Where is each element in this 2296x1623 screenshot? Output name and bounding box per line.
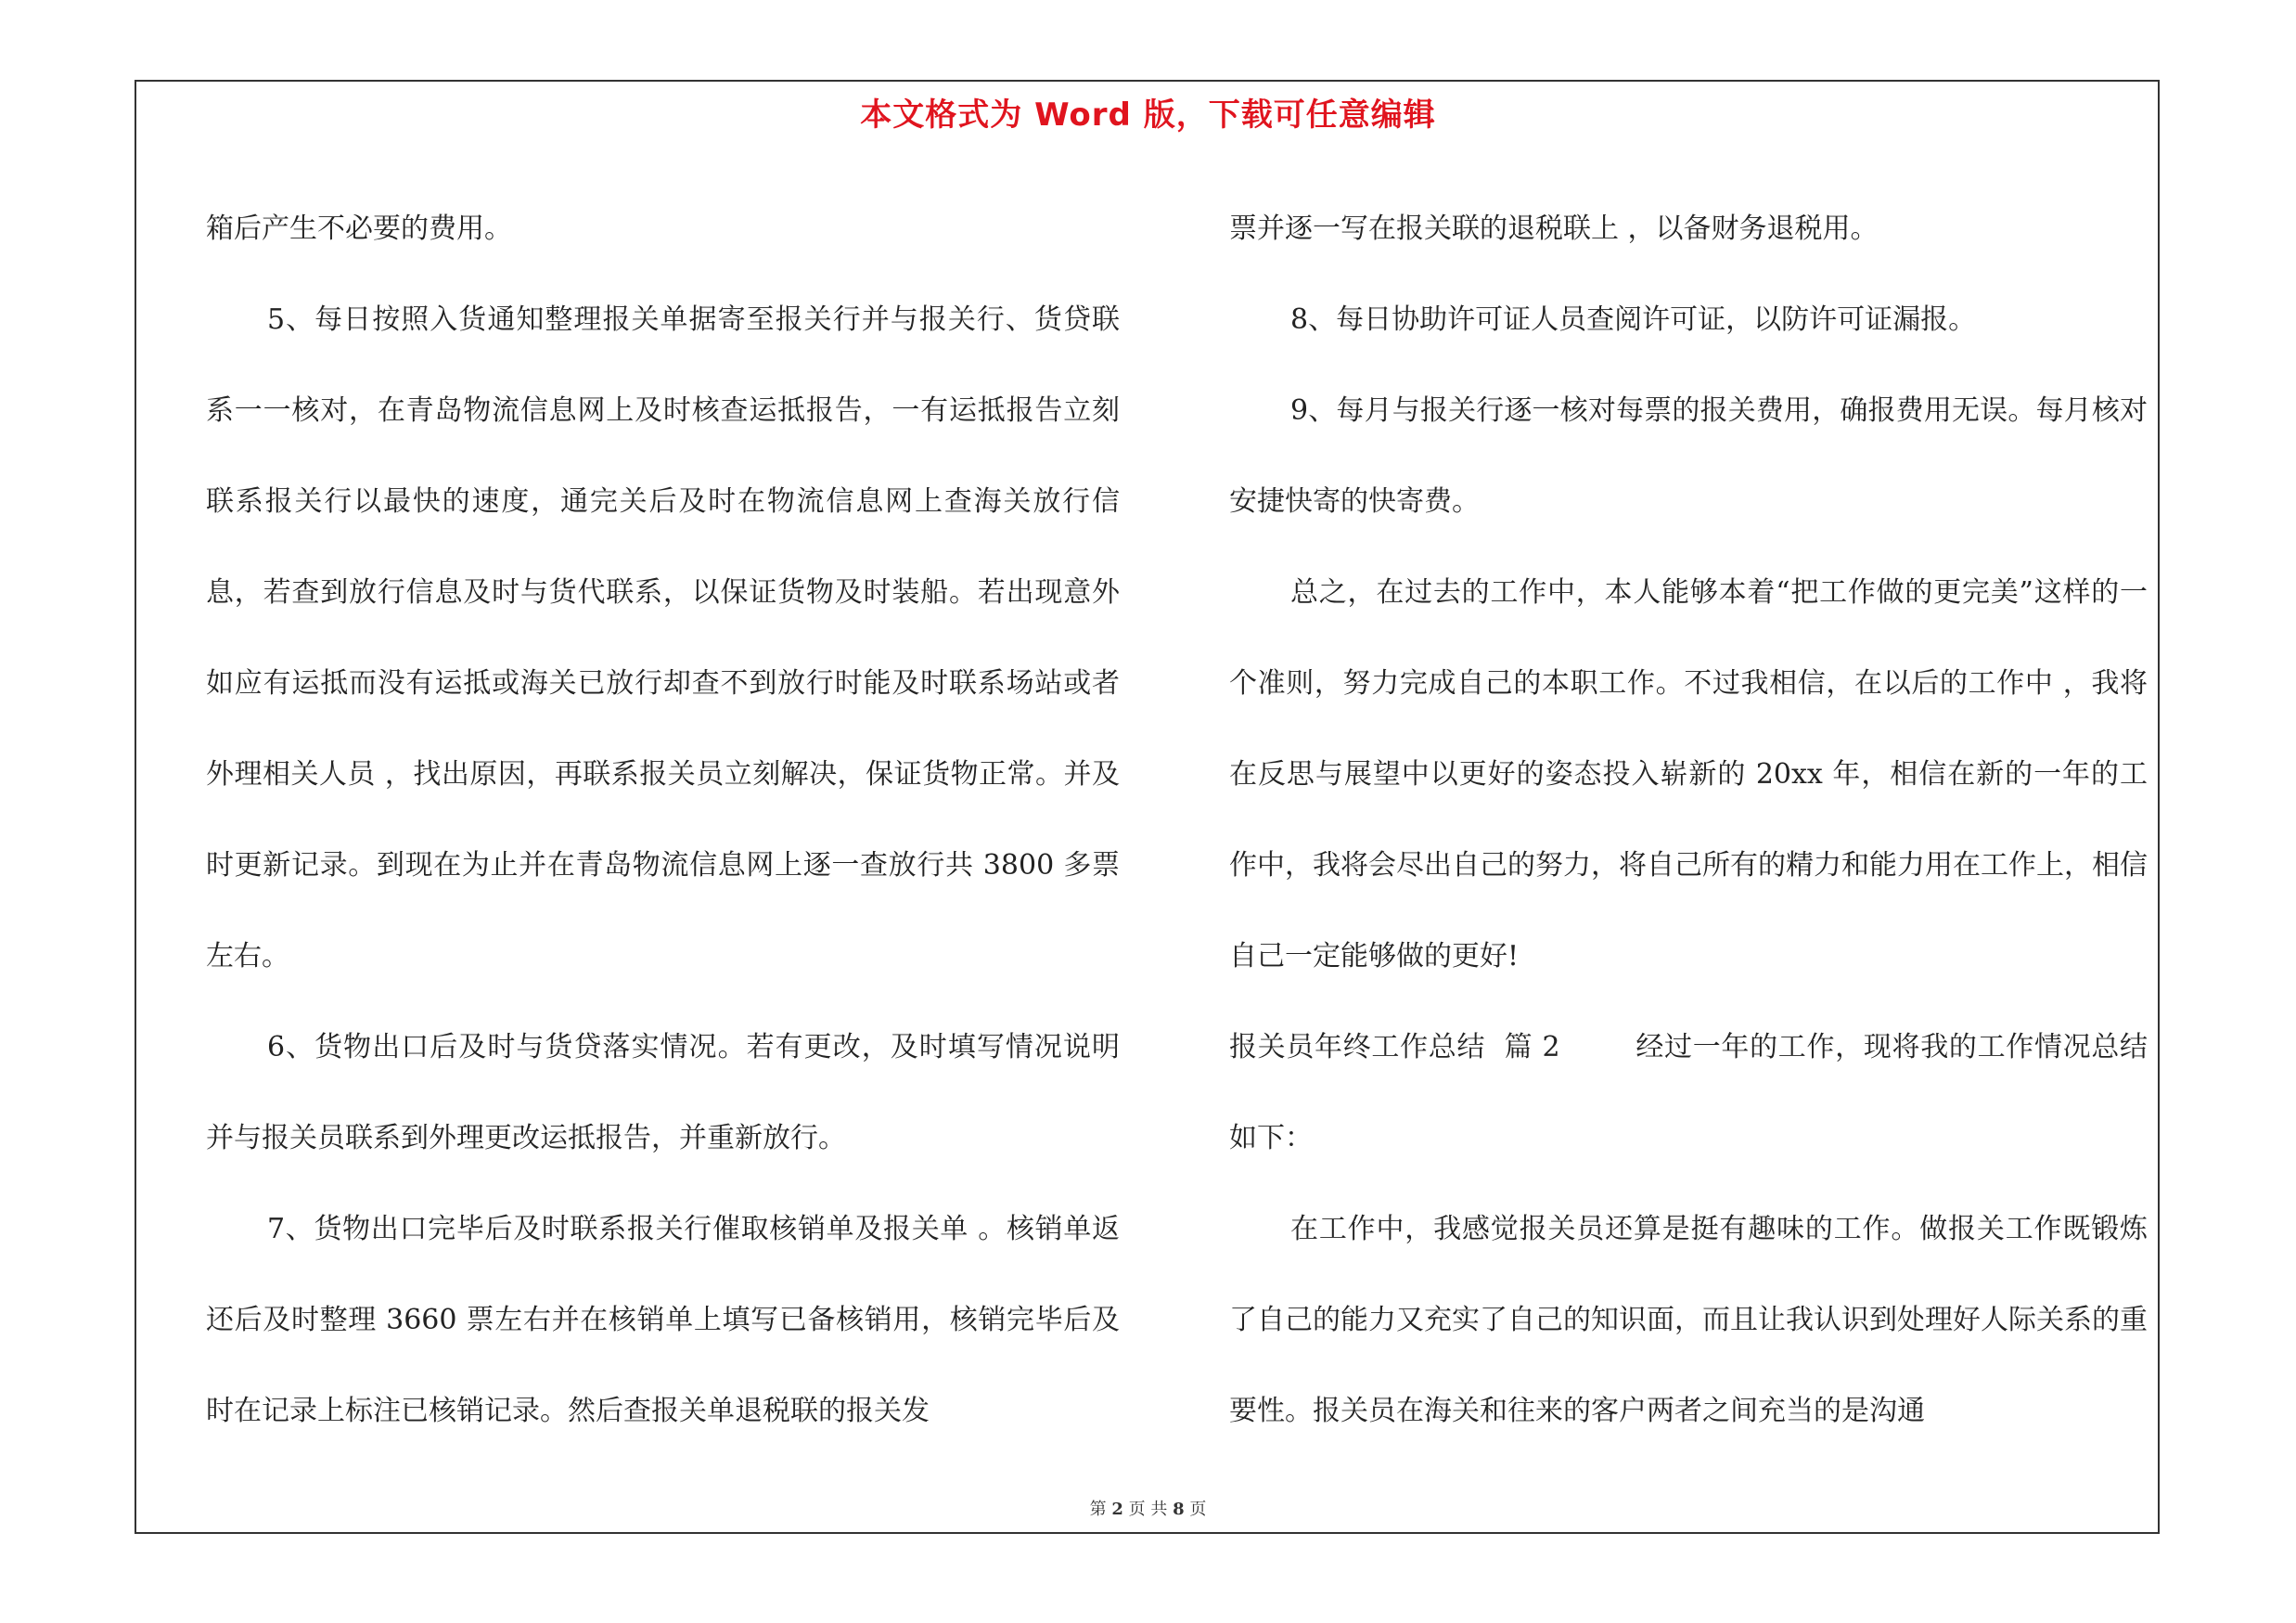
- paragraph: 在工作中，我感觉报关员还算是挺有趣味的工作。做报关工作既锻炼了自己的能力又充实了自己的知识面，而且让我认识到处理好人际关系的重要性。报关员在海关和往来的客户两者之间充当的是沟通: [1229, 1213, 2148, 1427]
- paragraph: 票并逐一写在报关联的退税联上 ，以备财务退税用。: [1229, 213, 1879, 245]
- paragraph: 8、每日协助许可证人员查阅许可证，以防许可证漏报。: [1290, 303, 1977, 336]
- footer-middle: 页 共: [1128, 1500, 1168, 1519]
- right-column: [1229, 184, 2148, 1457]
- paragraph: 6、货物出口后及时与货贷落实情况。若有更改，及时填写情况说明并与报关员联系到外理更改运抵报告，并重新放行。: [206, 1031, 1120, 1154]
- section-heading-paragraph: 报关员年终工作总结 篇 2 经过一年的工作，现将我的工作情况总结如下：: [1229, 1031, 2148, 1154]
- paragraph: 9、每月与报关行逐一核对每票的报关费用，确报费用无误。每月核对安捷快寄的快寄费。: [1229, 394, 2148, 518]
- paragraph: 5、每日按照入货通知整理报关单据寄至报关行并与报关行、货贷联系一一核对，在青岛物流信息网上及时核查运抵报告，一有运抵报告立刻联系报关行以最快的速度，通完关后及时在物流信息网上查海关放行信息，若查到放行信息及时与货代联系，以保证货物及时装船。若出现意外如应有运抵而没有运抵或海关已放行却查不到放行时能及时联系场站或者外理相关人员 ，找出原因，再联系报关员立刻解决，保证货物正常。并及时更新记录。到现在为止并在青岛物流信息网上逐一查放行共 3800 多票左右。: [206, 303, 1120, 973]
- word-format-notice: 本文格式为 Word 版，下载可任意编辑: [860, 97, 1436, 134]
- left-column: [206, 184, 1120, 1457]
- paragraph: 7、货物出口完毕后及时联系报关行催取核销单及报关单 。核销单返还后及时整理 3660 票左右并在核销单上填写已备核销用，核销完毕后及时在记录上标注已核销记录。然后查报关单退税联的报关发: [206, 1213, 1120, 1427]
- paragraph: 箱后产生不必要的费用。: [206, 213, 512, 245]
- current-page-number: 2: [1111, 1500, 1123, 1519]
- footer-suffix: 页: [1189, 1500, 1207, 1519]
- total-page-count: 8: [1173, 1500, 1185, 1519]
- footer-prefix: 第: [1089, 1500, 1107, 1519]
- page-footer: [0, 1496, 2296, 1520]
- paragraph: 总之，在过去的工作中，本人能够本着“把工作做的更完美”这样的一个准则，努力完成自己的本职工作。不过我相信，在以后的工作中 ，我将在反思与展望中以更好的姿态投入崭新的 20xx 年，相信在新的一年的工作中，我将会尽出自己的努力，将自己所有的精力和能力用在工作上，相信自己一定能够做的更好!: [1229, 576, 2148, 973]
